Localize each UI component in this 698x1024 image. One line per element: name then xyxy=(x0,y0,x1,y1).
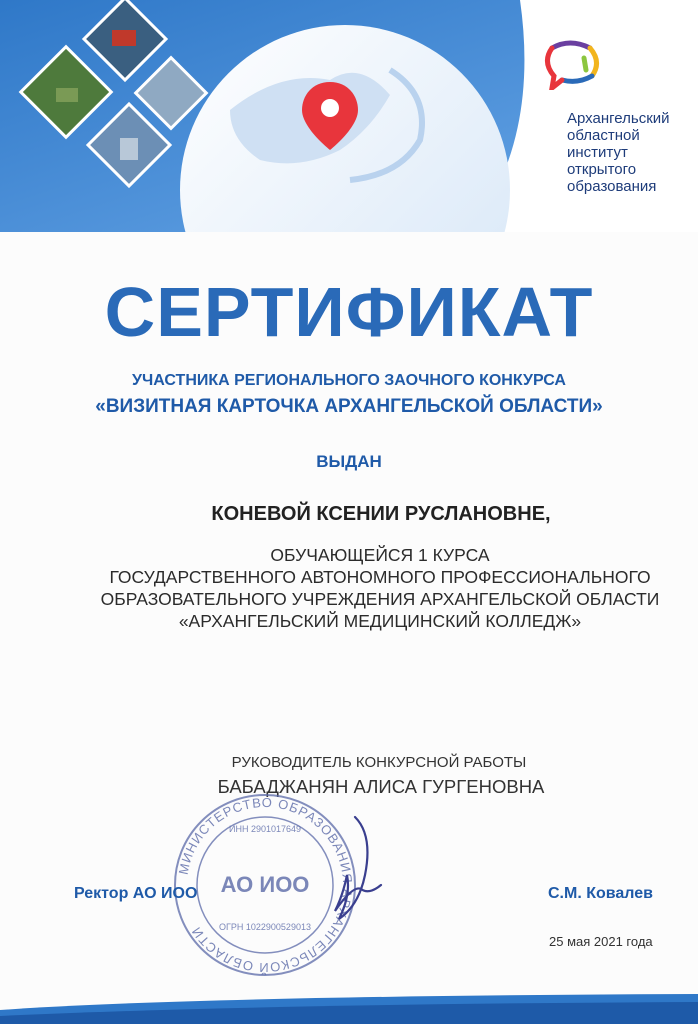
stamp-inn: ИНН 2901017649 xyxy=(228,824,302,834)
certificate-subtitle-line2: «ВИЗИТНАЯ КАРТОЧКА АРХАНГЕЛЬСКОЙ ОБЛАСТИ» xyxy=(95,396,603,417)
stamp-outer-text: МИНИСТЕРСТВО ОБРАЗОВАНИЯ АРХАНГЕЛЬСКОЙ ОБЛАСТИ xyxy=(175,794,356,976)
issue-date: 25 мая 2021 года xyxy=(549,934,653,949)
description-line: «АРХАНГЕЛЬСКИЙ МЕДИЦИНСКИЙ КОЛЛЕДЖ» xyxy=(178,611,582,631)
supervisor-label: РУКОВОДИТЕЛЬ КОНКУРСНОЙ РАБОТЫ xyxy=(231,754,527,771)
speech-bubble-logo-icon xyxy=(540,40,604,90)
issued-label: ВЫДАН xyxy=(316,452,382,471)
certificate-title: СЕРТИФИКАТ xyxy=(104,273,594,351)
stamp-center-text: АО ИОО xyxy=(220,872,310,897)
signer-name: С.М. Ковалев xyxy=(548,885,653,902)
recipient-description xyxy=(0,544,698,632)
certificate-subtitle-line1: УЧАСТНИКА РЕГИОНАЛЬНОГО ЗАОЧНОГО КОНКУРСА xyxy=(132,372,566,389)
recipient-name: КОНЕВОЙ КСЕНИИ РУСЛАНОВНЕ, xyxy=(211,503,551,525)
signature xyxy=(325,815,385,925)
institute-name: Архангельский областной институт открытого образования xyxy=(567,110,670,195)
stamp-ogrn: ОГРН 1022900529013 xyxy=(219,922,311,932)
description-line: ОБУЧАЮЩЕЙСЯ 1 КУРСА xyxy=(270,545,490,565)
description-line: ГОСУДАРСТВЕННОГО АВТОНОМНОГО ПРОФЕССИОНАЛЬНОГО xyxy=(109,567,651,587)
supervisor-name: БАБАДЖАНЯН АЛИСА ГУРГЕНОВНА xyxy=(217,776,545,797)
header-banner xyxy=(0,0,698,232)
description-line: ОБРАЗОВАТЕЛЬНОГО УЧРЕЖДЕНИЯ АРХАНГЕЛЬСКОЙ ОБЛАСТИ xyxy=(100,589,660,609)
footer-band xyxy=(0,990,698,1024)
rector-label: Ректор АО ИОО xyxy=(74,885,198,902)
institute-logo xyxy=(540,40,680,195)
